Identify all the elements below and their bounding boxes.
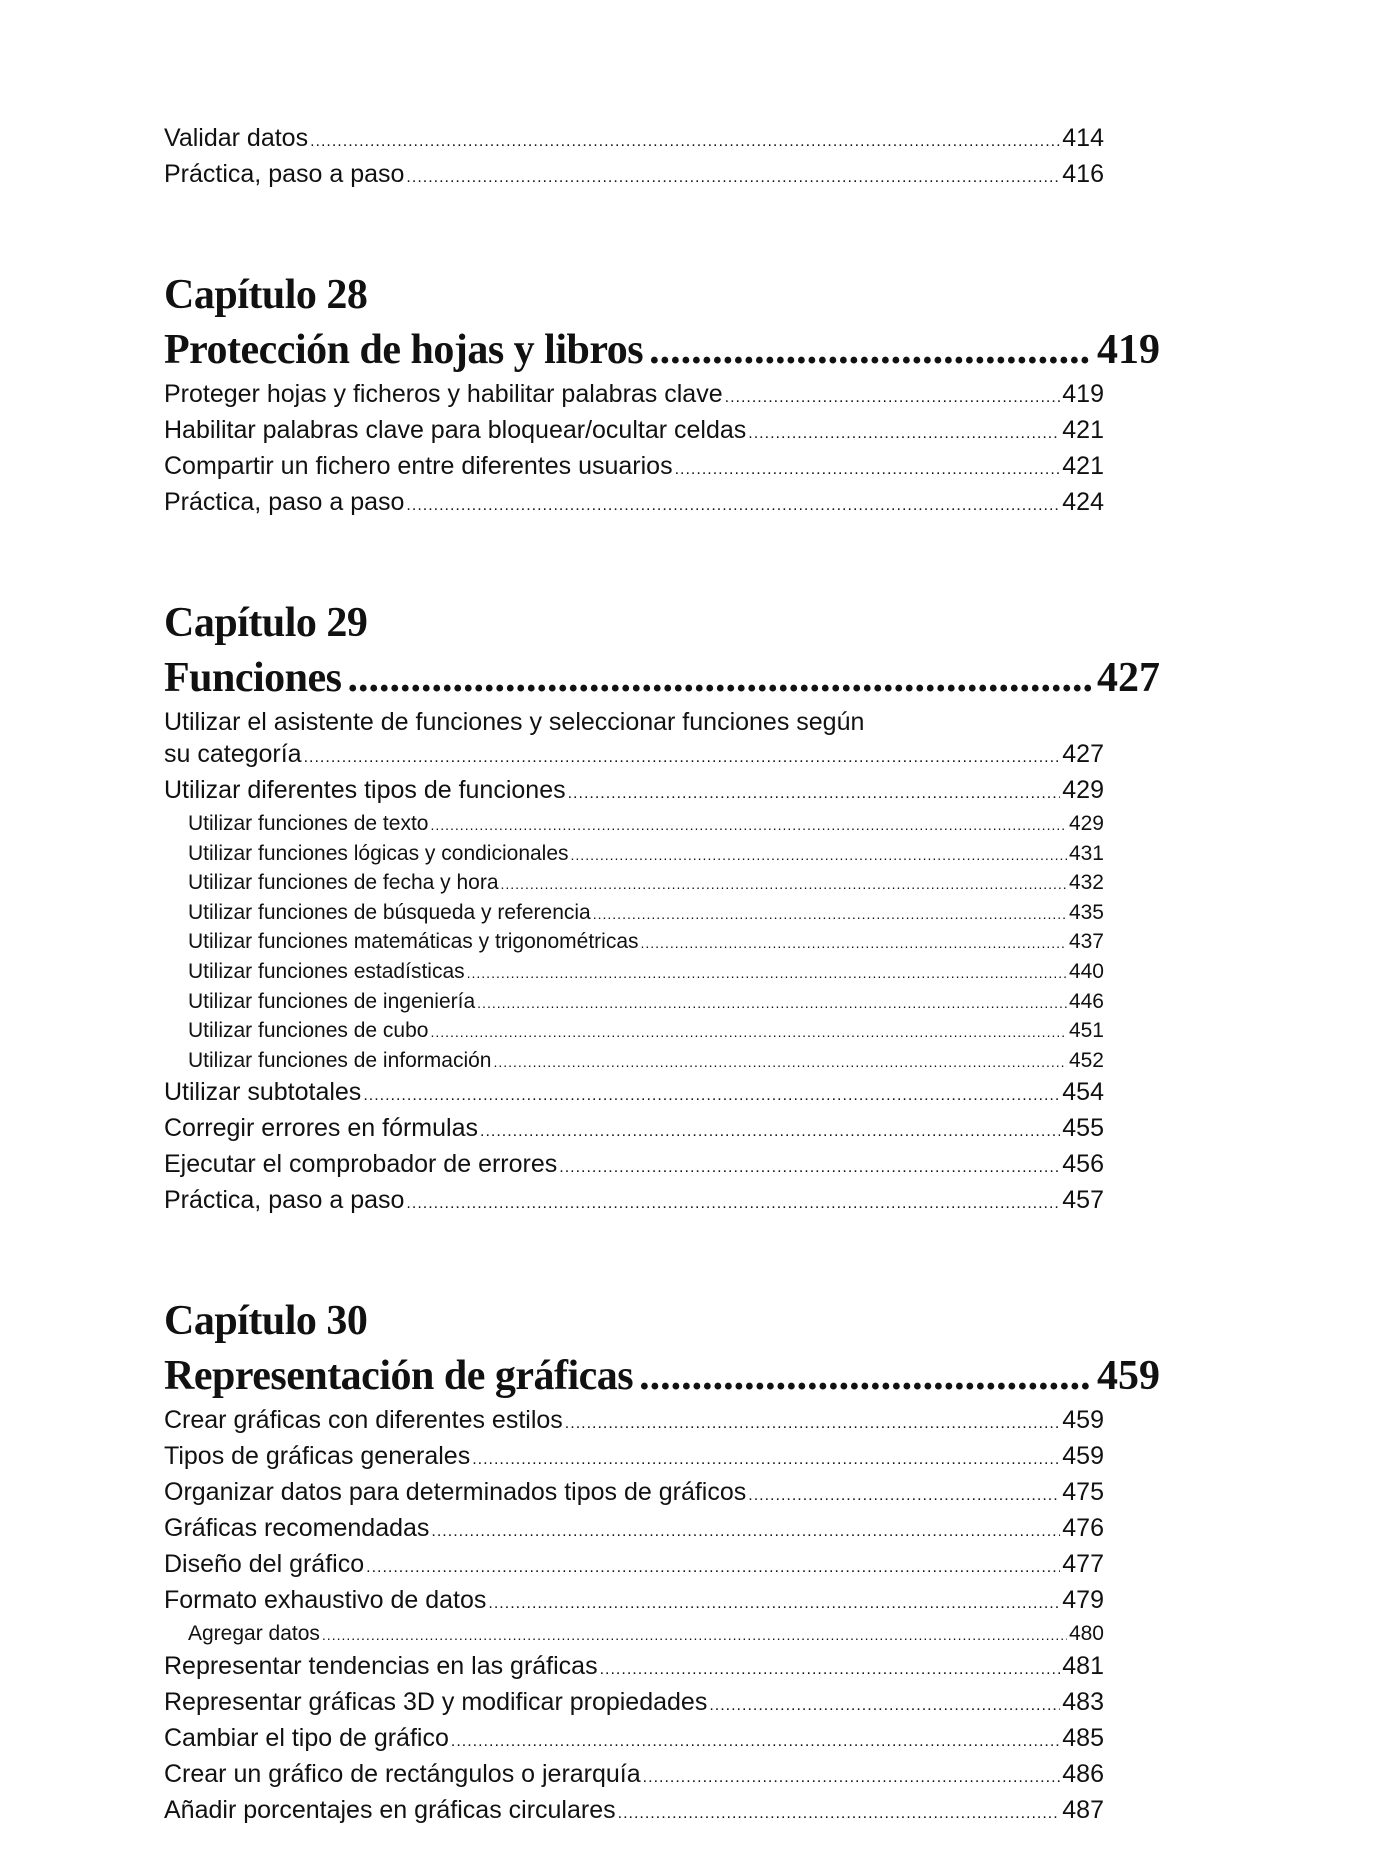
dot-leader xyxy=(600,1654,1061,1686)
toc-entry xyxy=(164,1148,1104,1184)
toc-entry xyxy=(164,1440,1104,1476)
dot-leader xyxy=(641,929,1067,958)
dot-leader xyxy=(725,382,1061,414)
toc-entry xyxy=(164,1112,1104,1148)
dot-leader xyxy=(501,870,1067,899)
toc-entry-label: Formato exhaustivo de datos xyxy=(164,1586,487,1615)
toc-subentry xyxy=(164,988,1104,1018)
chapter-title-row xyxy=(164,650,1160,706)
toc-entry-label: Compartir un fichero entre diferentes usuarios xyxy=(164,452,673,480)
toc-subentry-label: Utilizar funciones de búsqueda y referencia xyxy=(188,900,591,924)
chapter-29 xyxy=(164,596,1160,1220)
dot-leader xyxy=(568,778,1061,810)
dot-leader xyxy=(480,1116,1060,1148)
toc-entry-page: 455 xyxy=(1062,1114,1104,1143)
toc-entry-page: 457 xyxy=(1062,1186,1104,1215)
dot-leader xyxy=(430,1018,1066,1047)
toc-entry-label: Habilitar palabras clave para bloquear/ocultar celdas xyxy=(164,416,747,444)
dot-leader xyxy=(363,1080,1060,1112)
toc-subentry xyxy=(164,840,1104,870)
chapter-page: 427 xyxy=(1097,655,1160,701)
toc-entry-label: Crear gráficas con diferentes estilos xyxy=(164,1406,563,1435)
toc-subentry xyxy=(164,1620,1104,1650)
chapter-title-row xyxy=(164,322,1160,378)
toc-subentry xyxy=(164,958,1104,988)
toc-entry xyxy=(164,450,1104,486)
dot-leader xyxy=(493,1048,1066,1077)
toc-subentry-label: Utilizar funciones de ingeniería xyxy=(188,989,476,1013)
toc-entry xyxy=(164,122,1104,158)
toc-entry-wrapped-line: Utilizar el asistente de funciones y seleccionar funciones según xyxy=(164,708,865,736)
toc-entry-label: Utilizar diferentes tipos de funciones xyxy=(164,776,566,804)
toc-subentry-page: 440 xyxy=(1068,959,1104,983)
toc-entry-page: 427 xyxy=(1062,740,1104,768)
dot-leader xyxy=(467,959,1067,988)
chapter-page: 419 xyxy=(1097,327,1160,373)
toc-entry-page: 416 xyxy=(1062,160,1104,188)
toc-subentry-page: 431 xyxy=(1068,841,1104,865)
toc-entry-label: Práctica, paso a paso xyxy=(164,160,405,188)
toc-entry xyxy=(164,1686,1104,1722)
toc-entry-page: 459 xyxy=(1062,1442,1104,1471)
chapter-number: Capítulo 28 xyxy=(164,272,368,318)
toc-entry-label: Representar tendencias en las gráficas xyxy=(164,1651,598,1680)
toc-entry-label: su categoría xyxy=(164,740,302,768)
toc-subentry-label: Utilizar funciones de información xyxy=(188,1048,492,1072)
toc-entry xyxy=(164,414,1104,450)
toc-subentry-label: Utilizar funciones de texto xyxy=(188,812,429,835)
chapter-number: Capítulo 30 xyxy=(164,1298,368,1345)
dot-leader xyxy=(451,1726,1060,1758)
toc-entry xyxy=(164,1476,1104,1512)
toc-entry-label: Gráficas recomendadas xyxy=(164,1514,430,1543)
dot-leader xyxy=(748,418,1060,450)
toc-entry xyxy=(164,1794,1104,1830)
toc-subentry-page: 452 xyxy=(1068,1048,1104,1072)
toc-entry-page: 481 xyxy=(1062,1651,1104,1680)
toc-subentry-page: 429 xyxy=(1068,812,1104,835)
toc-entry xyxy=(164,1512,1104,1548)
toc-subentry-label: Utilizar funciones de fecha y hora xyxy=(188,871,499,895)
chapter-title: Funciones xyxy=(164,655,342,701)
toc-entry-label: Crear un gráfico de rectángulos o jerarquía xyxy=(164,1759,641,1788)
toc-entry xyxy=(164,158,1104,194)
toc-entry-page: 424 xyxy=(1062,488,1104,516)
toc-entry-page: 459 xyxy=(1062,1406,1104,1435)
chapter-title: Representación de gráficas xyxy=(164,1353,634,1400)
dot-leader xyxy=(639,1348,1091,1404)
toc-subentry-label: Utilizar funciones de cubo xyxy=(188,1019,429,1043)
chapter-page: 459 xyxy=(1097,1353,1160,1400)
toc-entry-page: 479 xyxy=(1062,1586,1104,1615)
dot-leader xyxy=(477,989,1067,1018)
dot-leader xyxy=(304,742,1061,774)
toc-subentry-page: 446 xyxy=(1068,989,1104,1013)
toc-entry-label: Añadir porcentajes en gráficas circulares xyxy=(164,1795,616,1824)
dot-leader xyxy=(322,1621,1067,1650)
toc-entry-label: Representar gráficas 3D y modificar propiedades xyxy=(164,1687,708,1716)
dot-leader xyxy=(649,322,1091,378)
toc-subentry-label: Agregar datos xyxy=(188,1622,320,1646)
dot-leader xyxy=(643,1762,1061,1794)
dot-leader xyxy=(348,650,1091,706)
toc-subentry-page: 451 xyxy=(1068,1019,1104,1043)
toc-subentry xyxy=(164,869,1104,899)
toc-entry-label: Práctica, paso a paso xyxy=(164,1186,405,1215)
toc-entry-page: 429 xyxy=(1062,776,1104,804)
dot-leader xyxy=(431,1516,1060,1548)
toc-entry-page: 421 xyxy=(1062,452,1104,480)
toc-entry-label: Proteger hojas y ficheros y habilitar palabras clave xyxy=(164,380,723,408)
toc-entry xyxy=(164,1184,1104,1220)
toc-entry xyxy=(164,1584,1104,1620)
toc-entry-label: Organizar datos para determinados tipos de gráficos xyxy=(164,1478,747,1507)
toc-entry xyxy=(164,486,1104,522)
toc-entry-page: 414 xyxy=(1062,124,1104,152)
dot-leader xyxy=(593,900,1067,929)
toc-entry-page: 421 xyxy=(1062,416,1104,444)
dot-leader xyxy=(406,1188,1060,1220)
dot-leader xyxy=(618,1798,1061,1830)
chapter-number: Capítulo 29 xyxy=(164,600,368,646)
toc-page xyxy=(164,122,1160,1830)
dot-leader xyxy=(565,1408,1060,1440)
toc-entry-page: 475 xyxy=(1062,1478,1104,1507)
dot-leader xyxy=(488,1588,1060,1620)
toc-entry-label: Cambiar el tipo de gráfico xyxy=(164,1723,449,1752)
toc-entry-page: 487 xyxy=(1062,1795,1104,1824)
toc-subentry xyxy=(164,928,1104,958)
chapter-title: Protección de hojas y libros xyxy=(164,327,644,373)
dot-leader xyxy=(748,1480,1060,1512)
toc-entry-page: 485 xyxy=(1062,1723,1104,1752)
toc-subentry-page: 437 xyxy=(1068,930,1104,954)
toc-entry-label: Utilizar subtotales xyxy=(164,1078,362,1107)
toc-entry-label: Ejecutar el comprobador de errores xyxy=(164,1150,558,1179)
toc-entry-page: 456 xyxy=(1062,1150,1104,1179)
dot-leader xyxy=(559,1152,1060,1184)
toc-entry-label: Validar datos xyxy=(164,124,309,152)
toc-entry-page: 486 xyxy=(1062,1759,1104,1788)
toc-entry-label: Diseño del gráfico xyxy=(164,1550,365,1579)
toc-entry xyxy=(164,1404,1104,1440)
toc-subentry xyxy=(164,1017,1104,1047)
toc-entry xyxy=(164,378,1104,414)
toc-subentry-page: 432 xyxy=(1068,871,1104,895)
toc-entry xyxy=(164,1650,1104,1686)
dot-leader xyxy=(571,841,1067,870)
toc-entry xyxy=(164,1076,1104,1112)
dot-leader xyxy=(366,1552,1060,1584)
chapter-30 xyxy=(164,1294,1160,1830)
toc-entry-page: 477 xyxy=(1062,1550,1104,1579)
toc-subentry-label: Utilizar funciones estadísticas xyxy=(188,959,465,983)
toc-entry xyxy=(164,1548,1104,1584)
chapter-28 xyxy=(164,268,1160,522)
toc-subentry-page: 435 xyxy=(1068,900,1104,924)
toc-subentry-label: Utilizar funciones matemáticas y trigonométricas xyxy=(188,930,639,954)
toc-entry xyxy=(164,774,1104,810)
toc-entry-page: 483 xyxy=(1062,1687,1104,1716)
toc-entry xyxy=(164,1758,1104,1794)
dot-leader xyxy=(709,1690,1060,1722)
dot-leader xyxy=(406,490,1060,522)
toc-entry-page: 454 xyxy=(1062,1078,1104,1107)
dot-leader xyxy=(406,162,1060,194)
toc-entry-page: 476 xyxy=(1062,1514,1104,1543)
toc-subentry xyxy=(164,810,1104,840)
toc-entry-label: Tipos de gráficas generales xyxy=(164,1442,471,1471)
toc-subentry xyxy=(164,899,1104,929)
chapter-title-row xyxy=(164,1348,1160,1404)
toc-subentry-page: 480 xyxy=(1068,1622,1104,1646)
dot-leader xyxy=(472,1444,1060,1476)
toc-entry-label: Corregir errores en fórmulas xyxy=(164,1114,478,1143)
dot-leader xyxy=(675,454,1061,486)
toc-subentry xyxy=(164,1047,1104,1077)
toc-entry-label: Práctica, paso a paso xyxy=(164,488,405,516)
toc-entry xyxy=(164,1722,1104,1758)
toc-entry xyxy=(164,738,1104,774)
dot-leader xyxy=(430,811,1066,840)
toc-subentry-label: Utilizar funciones lógicas y condicionales xyxy=(188,841,569,865)
dot-leader xyxy=(310,126,1060,158)
toc-entry-page: 419 xyxy=(1062,380,1104,408)
